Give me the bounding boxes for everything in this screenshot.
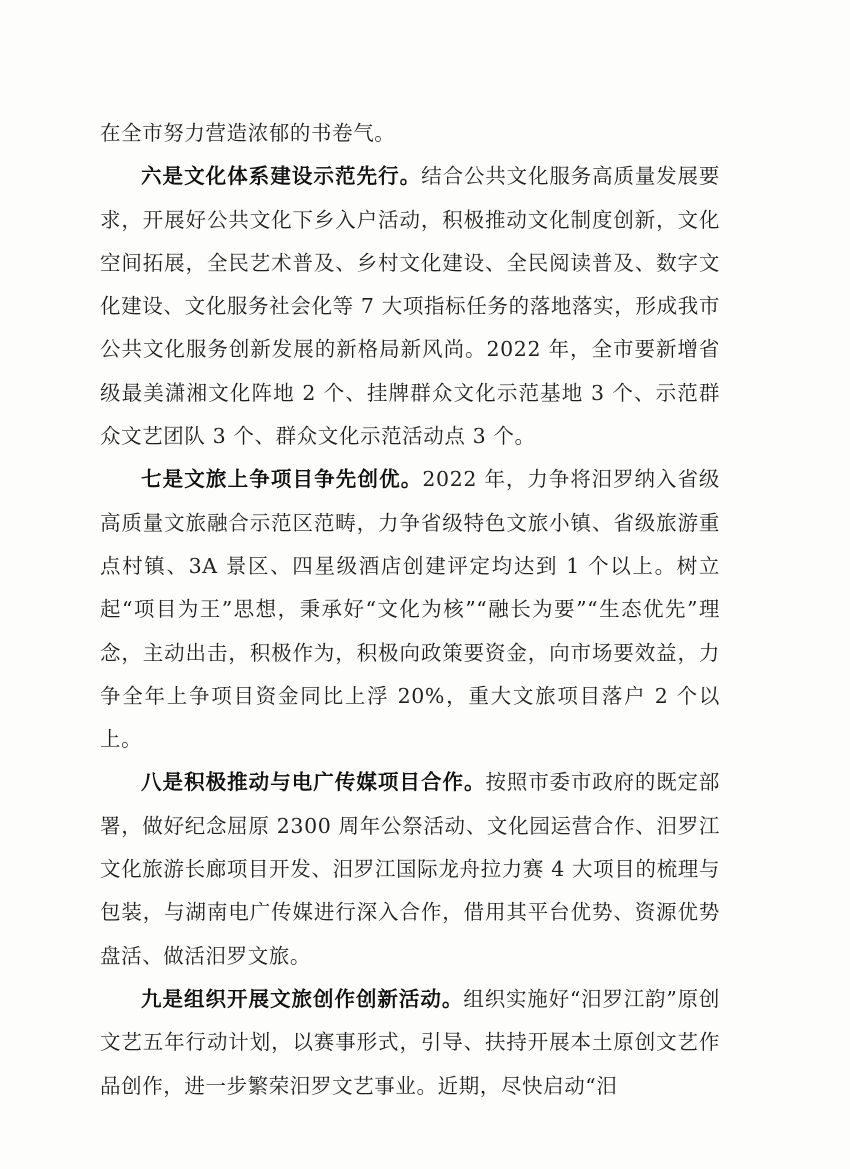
paragraph-text: 按照市委市政府的既定部署，做好纪念屈原 2300 周年公祭活动、文化园运营合作、汨罗江文化旅游长廊项目开发、汨罗江国际龙舟拉力赛 4 大项目的梳理与包装，与湖南电广传媒进行深入合作，借用其平台优势、资源优势盘活、做活汨罗文旅。 — [100, 770, 720, 968]
paragraph-nine — [100, 978, 720, 1108]
paragraph-heading: 八是积极推动与电广传媒项目合作。 — [141, 770, 486, 795]
paragraph-text: 2022 年，力争将汨罗纳入省级高质量文旅融合示范区范畴，力争省级特色文旅小镇、省级旅游重点村镇、3A 景区、四星级酒店创建评定均达到 1 个以上。树立起“项目为王”思想，秉承好“文化为核”“融长为要”“生态优先”理念，主动出击，积极作为，积极向政策要资金，向市场要效益，力争全年上争项目资金同比上浮 20%，重大文旅项目落户 2 个以上。 — [100, 467, 720, 752]
paragraph-heading: 七是文旅上争项目争先创优。 — [141, 467, 423, 492]
paragraph-text: 组织实施好“汨罗江韵”原创文艺五年行动计划，以赛事形式，引导、扶持开展本土原创文艺作品创作，进一步繁荣汨罗文艺事业。近期，尽快启动“汨 — [100, 986, 721, 1098]
paragraph-six — [100, 155, 720, 458]
paragraph-heading: 九是组织开展文旅创作创新活动。 — [141, 986, 464, 1011]
paragraph-eight — [100, 761, 720, 977]
paragraph-continuation — [100, 112, 720, 155]
paragraph-text: 结合公共文化服务高质量发展要求，开展好公共文化下乡入户活动，积极推动文化制度创新，文化空间拓展，全民艺术普及、乡村文化建设、全民阅读普及、数字文化建设、文化服务社会化等 7 大项指标任务的落地落实，形成我市公共文化服务创新发展的新格局新风尚。2022 年，全市要新增省级最美潇湘文化阵地 2 个、挂牌群众文化示范基地 3 个、示范群众文艺团队 3 个、群众文化示范活动点 3 个。 — [100, 164, 720, 449]
paragraph-text: 在全市努力营造浓郁的书卷气。 — [100, 121, 396, 145]
paragraph-seven — [100, 458, 720, 761]
paragraph-heading: 六是文化体系建设示范先行。 — [141, 164, 422, 189]
document-body — [100, 112, 720, 1108]
